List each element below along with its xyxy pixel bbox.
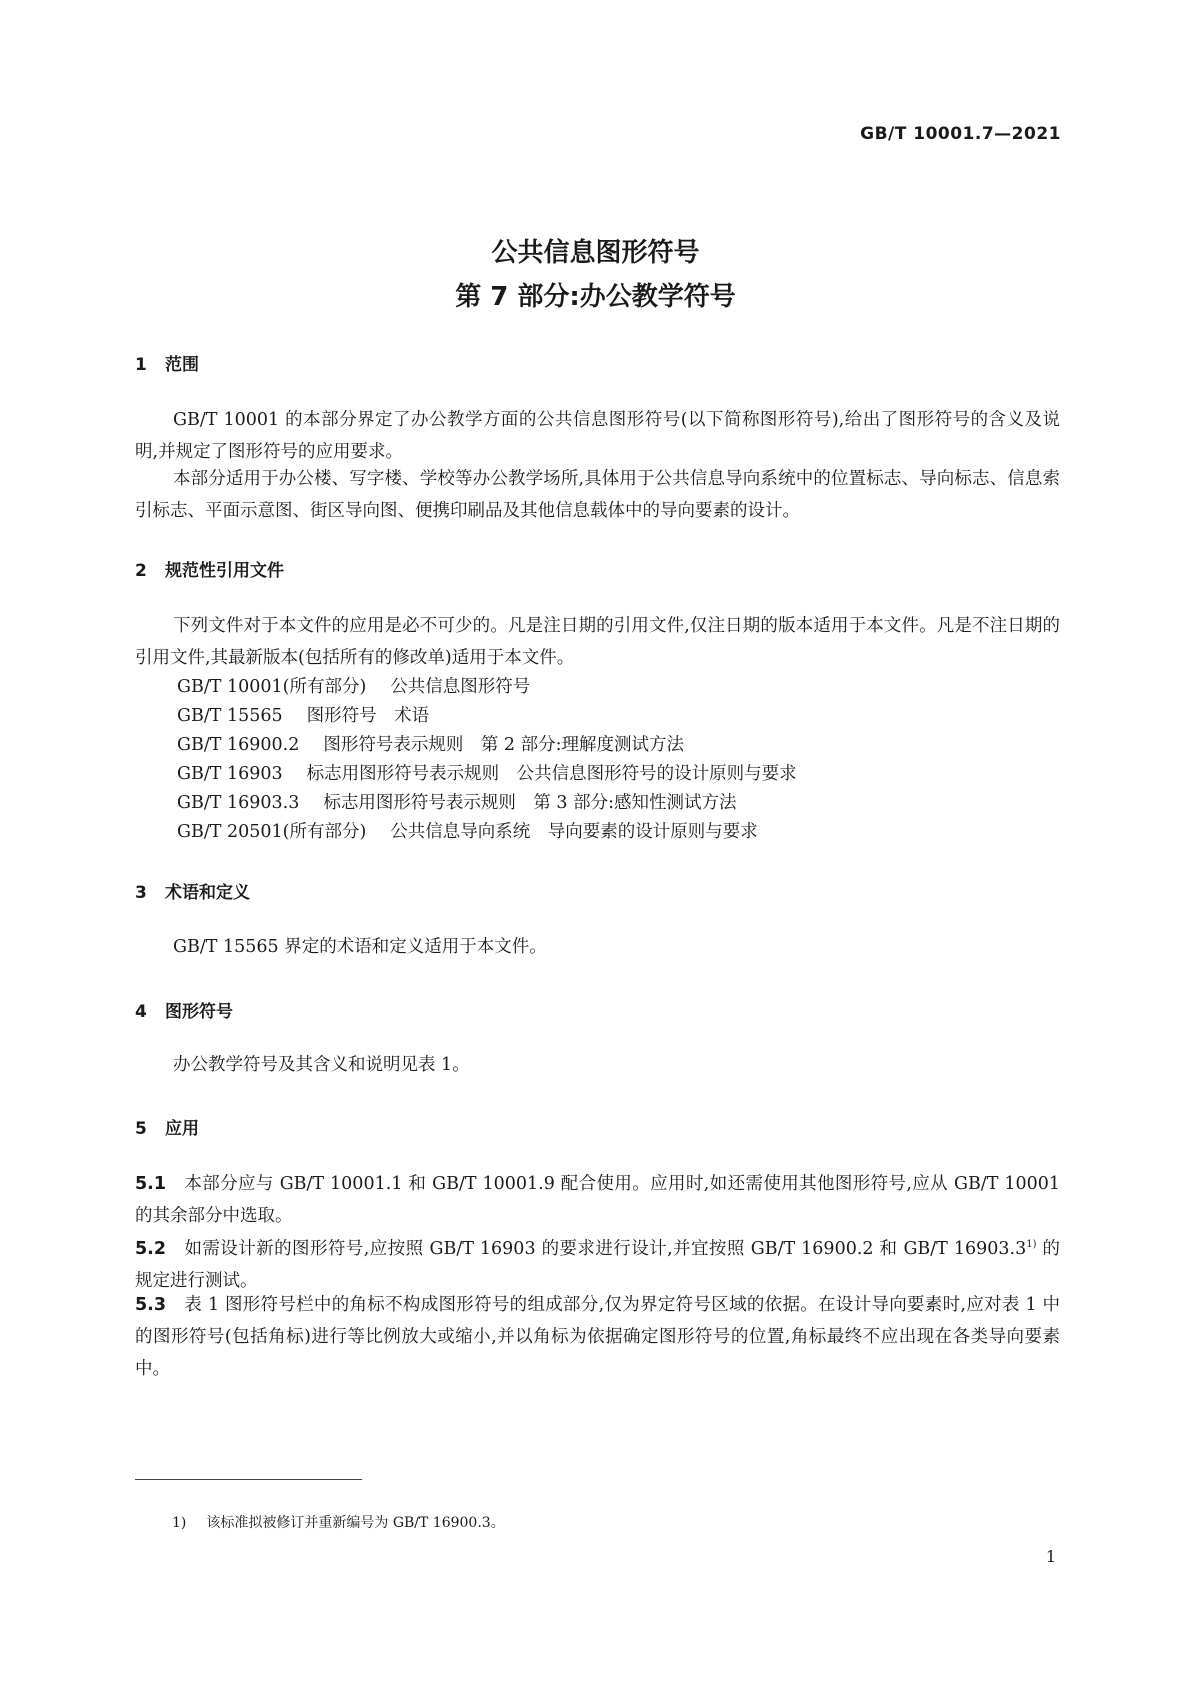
section-heading-normative-references: [135, 556, 284, 581]
document-title: 公共信息图形符号: [491, 238, 700, 268]
reference-title: 图形符号 术语: [306, 706, 430, 726]
footnote-number: 1): [172, 1515, 187, 1531]
reference-code: GB/T 10001(所有部分): [177, 677, 367, 697]
clause-number: 5.1: [135, 1174, 167, 1194]
section-title: 规范性引用文件: [165, 561, 284, 581]
clause-5-1: [135, 1168, 1060, 1232]
footnote-divider: [135, 1479, 362, 1480]
reference-item: [177, 702, 429, 727]
footnote: [172, 1512, 505, 1532]
standard-code: GB/T 10001.7—2021: [860, 124, 1061, 144]
section-number: 2: [135, 561, 147, 581]
page-number: 1: [1045, 1547, 1056, 1566]
reference-code: GB/T 16903: [177, 764, 283, 784]
clause-text: 本部分应与 GB/T 10001.1 和 GB/T 10001.9 配合使用。应用时,如还需使用其他图形符号,应从 GB/T 10001 的其余部分中选取。: [135, 1174, 1060, 1226]
section-title: 范围: [165, 355, 199, 375]
reference-code: GB/T 20501(所有部分): [177, 822, 367, 842]
paragraph: 本部分适用于办公楼、写字楼、学校等办公教学场所,具体用于公共信息导向系统中的位置标志、导向标志、信息索引标志、平面示意图、街区导向图、便携印刷品及其他信息载体中的导向要素的设计。: [135, 469, 1060, 521]
reference-title: 标志用图形符号表示规则 公共信息图形符号的设计原则与要求: [306, 764, 797, 784]
reference-code: GB/T 16900.2: [177, 735, 300, 755]
paragraph: GB/T 10001 的本部分界定了办公教学方面的公共信息图形符号(以下简称图形符号),给出了图形符号的含义及说明,并规定了图形符号的应用要求。: [135, 410, 1060, 462]
section-title: 应用: [165, 1119, 199, 1139]
section-title: 术语和定义: [165, 883, 250, 903]
section-number: 4: [135, 1002, 147, 1022]
reference-item: [177, 673, 530, 698]
section-heading-graphical-symbols: [135, 997, 233, 1022]
section-title: 图形符号: [165, 1002, 233, 1022]
clause-number: 5.3: [135, 1295, 167, 1315]
reference-title: 公共信息图形符号: [390, 677, 531, 697]
reference-item: [177, 818, 758, 843]
clause-5-3: [135, 1289, 1060, 1385]
reference-code: GB/T 15565: [177, 706, 283, 726]
section-heading-terms: [135, 878, 250, 903]
reference-item: [177, 731, 684, 756]
clause-text-continued: 的规定进行测试。: [135, 1238, 1060, 1291]
reference-title: 标志用图形符号表示规则 第 3 部分:感知性测试方法: [323, 793, 737, 813]
reference-item: [177, 760, 797, 785]
reference-title: 公共信息导向系统 导向要素的设计原则与要求: [390, 822, 758, 842]
reference-item: [177, 789, 737, 814]
paragraph: 下列文件对于本文件的应用是必不可少的。凡是注日期的引用文件,仅注日期的版本适用于本文件。凡是不注日期的引用文件,其最新版本(包括所有的修改单)适用于本文件。: [135, 616, 1060, 668]
reference-title: 图形符号表示规则 第 2 部分:理解度测试方法: [323, 735, 684, 755]
clause-text: 表 1 图形符号栏中的角标不构成图形符号的组成部分,仅为界定符号区域的依据。在设计导向要素时,应对表 1 中的图形符号(包括角标)进行等比例放大或缩小,并以角标为依据确定图形符号的位置,角标最终不应出现在各类导向要素中。: [135, 1295, 1060, 1379]
section-heading-scope: [135, 350, 199, 375]
paragraph: 办公教学符号及其含义和说明见表 1。: [173, 1055, 470, 1075]
document-subtitle: 第 7 部分:办公教学符号: [455, 282, 736, 312]
section-number: 3: [135, 883, 147, 903]
clause-text: 如需设计新的图形符号,应按照 GB/T 16903 的要求进行设计,并宜按照 GB/T 16900.2 和 GB/T 16903.3: [184, 1238, 1027, 1259]
reference-code: GB/T 16903.3: [177, 793, 300, 813]
paragraph: GB/T 15565 界定的术语和定义适用于本文件。: [173, 937, 547, 957]
section-heading-application: [135, 1114, 199, 1139]
footnote-mark: 1): [1026, 1239, 1037, 1250]
section-number: 5: [135, 1119, 147, 1139]
clause-number: 5.2: [135, 1238, 167, 1259]
section-number: 1: [135, 355, 147, 375]
footnote-text: 该标准拟被修订并重新编号为 GB/T 16900.3。: [206, 1515, 505, 1531]
clause-5-2: [135, 1229, 1060, 1297]
